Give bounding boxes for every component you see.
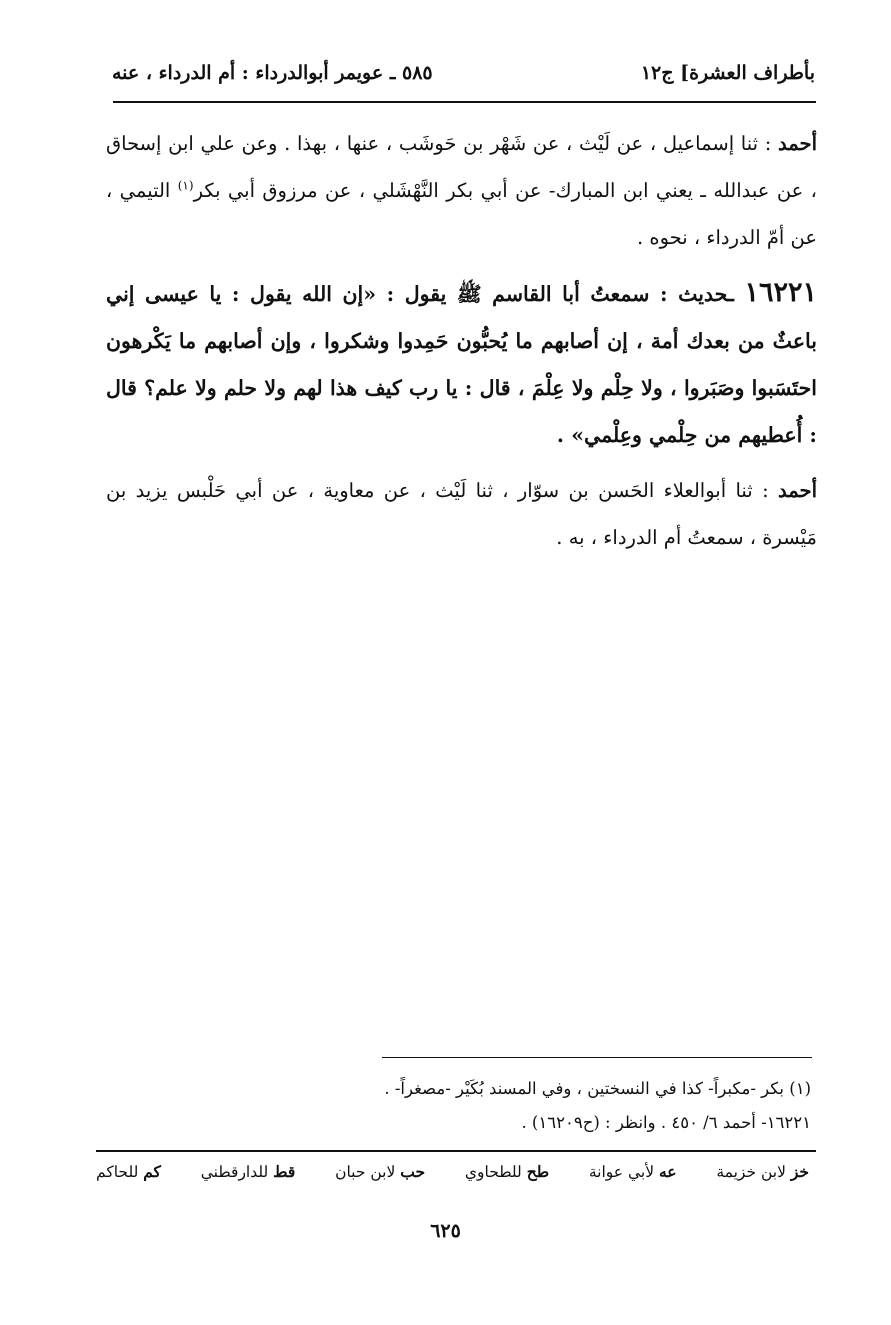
abbreviation-code: خز — [790, 1162, 809, 1181]
hadith-number: ١٦٢٢١ — [744, 277, 817, 308]
abbreviation-name: لأبي عوانة — [588, 1163, 655, 1181]
abbreviation-code: حب — [400, 1162, 426, 1181]
page-number: ٦٢٥ — [430, 1220, 461, 1242]
abbreviation-item — [335, 1162, 425, 1181]
abbreviation-name: للطحاوي — [464, 1163, 522, 1181]
footnote-rule — [382, 1057, 812, 1058]
header-rule — [113, 101, 816, 103]
narrator-name: أحمد — [778, 479, 817, 502]
abbreviations-key — [96, 1162, 809, 1181]
paragraph-text: : ثنا أبوالعلاء الحَسن بن سوّار ، ثنا لَيْث ، عن معاوية ، عن أبي حَلْبس يزيد بن مَيْسرة ، سمعتُ أم الدرداء ، به . — [106, 479, 817, 549]
abbreviation-name: لابن خزيمة — [716, 1163, 786, 1181]
paragraph-text: : ثنا إسماعيل ، عن لَيْث ، عن شَهْر بن حَوشَب ، عنها ، بهذا . وعن علي ابن إسحاق ، عن عبدالله ـ يعني ابن المبارك- عن أبي بكر النَّهْشَلي ، عن مرزوق أبي بكر — [106, 132, 817, 202]
narrator-name: أحمد — [778, 132, 817, 155]
paragraph-text-continued: التيمي ، عن أمّ الدرداء ، نحوه . — [106, 179, 817, 249]
paragraph-ahmad-2 — [106, 467, 817, 561]
hadith-16221 — [106, 269, 817, 459]
abbreviation-name: لابن حبان — [335, 1163, 396, 1181]
abbreviation-name: للحاكم — [96, 1163, 139, 1181]
abbreviation-item — [96, 1162, 161, 1181]
footnote-reference: (١) — [177, 178, 194, 193]
footnote-1: (١) بكر -مكبراً- كذا في النسختين ، وفي المسند بُكَيْر -مصغراً- . — [384, 1079, 811, 1098]
paragraph-ahmad-1 — [106, 120, 817, 261]
abbreviation-item — [465, 1162, 549, 1181]
footnotes — [96, 1072, 811, 1140]
abbreviation-code: عه — [658, 1162, 677, 1181]
hadith-text: ـحديث : سمعتُ أبا القاسم ﷺ يقول : «إن الله يقول : يا عيسى إني باعثٌ من بعدك أمة ، إن أصابهم ما يُحبُّون حَمِدوا وشكروا ، وإن أصابهم ما يَكْرهون احتَسَبوا وصَبَروا ، ولا حِلْم ولا عِلْمَ ، قال : يا رب كيف هذا لهم ولا حلم ولا علم؟ قال : أُعطيهم من حِلْمي وعِلْمي» . — [106, 282, 817, 447]
main-text — [106, 120, 817, 569]
running-head-volume: بأطراف العشرة] ج١٢ — [640, 62, 815, 84]
running-head-chapter: ٥٨٥ ـ عويمر أبوالدرداء : أم الدرداء ، عنه — [112, 62, 433, 84]
abbreviation-item — [589, 1162, 677, 1181]
abbreviation-name: للدارقطني — [200, 1163, 269, 1181]
abbreviation-code: كم — [143, 1162, 161, 1181]
abbreviation-code: قط — [273, 1162, 296, 1181]
footnote-2: ١٦٢٢١- أحمد ٦/ ٤٥٠ . وانظر : (ح١٦٢٠٩) . — [521, 1113, 811, 1132]
abbreviation-item — [716, 1162, 809, 1181]
running-head — [112, 56, 815, 90]
abbreviations-rule — [96, 1150, 816, 1152]
abbreviation-item — [201, 1162, 296, 1181]
abbreviation-code: طح — [526, 1162, 550, 1181]
